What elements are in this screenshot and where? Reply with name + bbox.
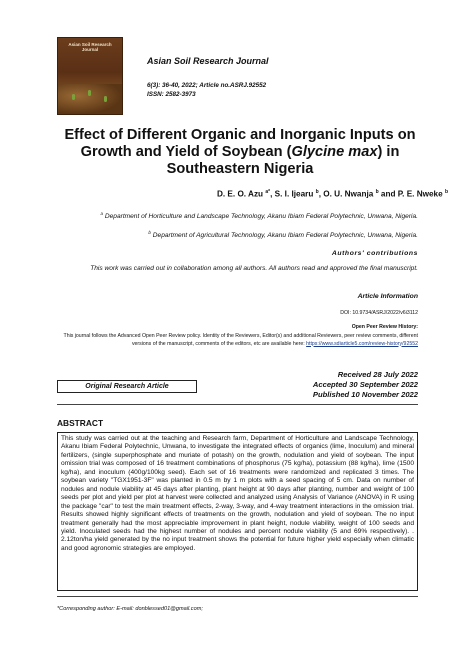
- cover-sprout-graphic: [72, 94, 75, 100]
- footnote-divider: [57, 596, 418, 597]
- cover-soil-graphic: [58, 84, 122, 114]
- journal-issue-info: [147, 81, 266, 99]
- doi[interactable]: DOI: 10.9734/ASRJ/2022/v6i3112: [340, 310, 418, 316]
- species-name: Glycine max: [291, 144, 378, 160]
- author-list: [20, 189, 448, 199]
- received-date: Received 28 July 2022: [337, 370, 418, 379]
- published-date: Published 10 November 2022: [312, 390, 418, 399]
- abstract-box: [57, 432, 418, 591]
- author-affiliation-mark: b: [444, 189, 448, 195]
- peer-review-heading: Open Peer Review History:: [351, 324, 418, 330]
- article-title: [40, 127, 440, 178]
- author-affiliation-mark: b: [375, 189, 379, 195]
- journal-issue: 6(3): 36-40, 2022; Article no.ASRJ.92552: [147, 82, 267, 89]
- contributions-heading: Authors' contributions: [331, 250, 418, 257]
- affiliation-mark: a: [100, 211, 104, 216]
- divider: [57, 404, 418, 405]
- author-affiliation-mark: a*: [265, 189, 271, 195]
- peer-review-description: This journal follows the Advanced Open Peer Review policy. Identity of the Reviewers, Editor(s) and additional Reviewers, peer review comments, different versions of the manuscript, comments of the editors, etc are available here:: [63, 333, 418, 347]
- author-separator: and: [378, 189, 398, 199]
- author-name: D. E. O. Azu: [216, 189, 264, 199]
- cover-sprout-graphic: [104, 96, 107, 102]
- cover-title: Asian Soil Research Journal: [68, 42, 112, 52]
- abstract-text: This study was carried out at the teaching and Research farm, Department of Horticulture and Landscape Technology, Akanu Ibiam Federal Polytechnic, Unwana, to investigate the integrated effects of organics (lime, Inoculum) and mineral fertilizers, (single superphosphate and muriate of potash) on the growth, nodulation and yield of soybean. The input omission trial was composed of 16 treatment combinations of phosphorus (75 kg/ha), potassium (88 kg/ha), lime (1500 kg/ha), and inoculum (400g/100kg seed). Each set of 16 treatments were randomized and replicated 3 times. The soybean variety "TGX1951-3F" was planted in 0.5 m by 1 m plots with a seed spacing of 5 cm. Data on number of nodules and nodule viability at 45 days after planting, plant height at 90 days after planting, number and weight of 100 seeds per plot and yield per plot at harvest were collected and analyzed using Analysis of Variance (ANOVA) in R using the package "car" to test the main treatment effects, 2-way, 3-way, and 4-way treatment interactions in the omission trial. Results showed highly significant effects of treatments on the growth, nodulation and yield of soybean. The no input treatment generally had the most appreciable improvement in plant height, nodule viability, weight of 100 seeds and yield. Inoculated seeds had the highest number of nodules and percent nodule viability (5 and 69% respectively). . 2.12ton/ha yield generated by the no input treatment shows the potential for future higher yield especially when climatic and good agronomic strategies are employed.: [61, 435, 414, 552]
- abstract-heading: ABSTRACT: [57, 418, 104, 428]
- title-line-3: Southeastern Nigeria: [166, 161, 314, 177]
- affiliation-mark: b: [148, 230, 151, 235]
- author-affiliation-mark: b: [315, 189, 319, 195]
- title-line-1: Effect of Different Organic and Inorganic Inputs on: [64, 127, 416, 143]
- journal-name: Asian Soil Research Journal: [147, 56, 269, 66]
- title-line-2: [40, 144, 440, 161]
- peer-review-text: [56, 333, 418, 348]
- affiliation-a: [56, 209, 418, 222]
- affiliation-b: [56, 228, 418, 241]
- title-text: Growth and Yield of Soybean (: [80, 144, 292, 160]
- affiliation-text: Department of Agricultural Technology, Akanu Ibiam Federal Polytechnic, Unwana, Nigeria.: [152, 232, 418, 240]
- title-text: ) in: [377, 144, 400, 160]
- review-history-link[interactable]: https://www.sdiarticle5.com/review-history/92552: [306, 340, 418, 347]
- author-name: S. I. Ijearu: [274, 189, 314, 199]
- author-name: P. E. Nweke: [397, 189, 443, 199]
- author-separator: ,: [270, 189, 275, 199]
- accepted-date: Accepted 30 September 2022: [312, 380, 418, 389]
- affiliation-text: Department of Horticulture and Landscape Technology, Akanu Ibiam Federal Polytechnic, Unwana, Nigeria.: [104, 213, 418, 221]
- journal-issn: ISSN: 2582-3973: [147, 91, 196, 98]
- cover-sprout-graphic: [88, 90, 91, 96]
- author-name: O. U. Nwanja: [323, 189, 374, 199]
- contributions-text: This work was carried out in collaboration among all authors. All authors read and approved the final manuscript.: [90, 265, 418, 272]
- publication-dates: [260, 370, 418, 400]
- author-separator: ,: [318, 189, 324, 199]
- corresponding-author-footnote: *Corresponding author: E-mail: donblessed01@gmail.com;: [57, 606, 203, 612]
- article-type-badge: Original Research Article: [57, 380, 197, 393]
- journal-cover-image: [57, 37, 123, 115]
- article-info-heading: Article Information: [357, 293, 418, 300]
